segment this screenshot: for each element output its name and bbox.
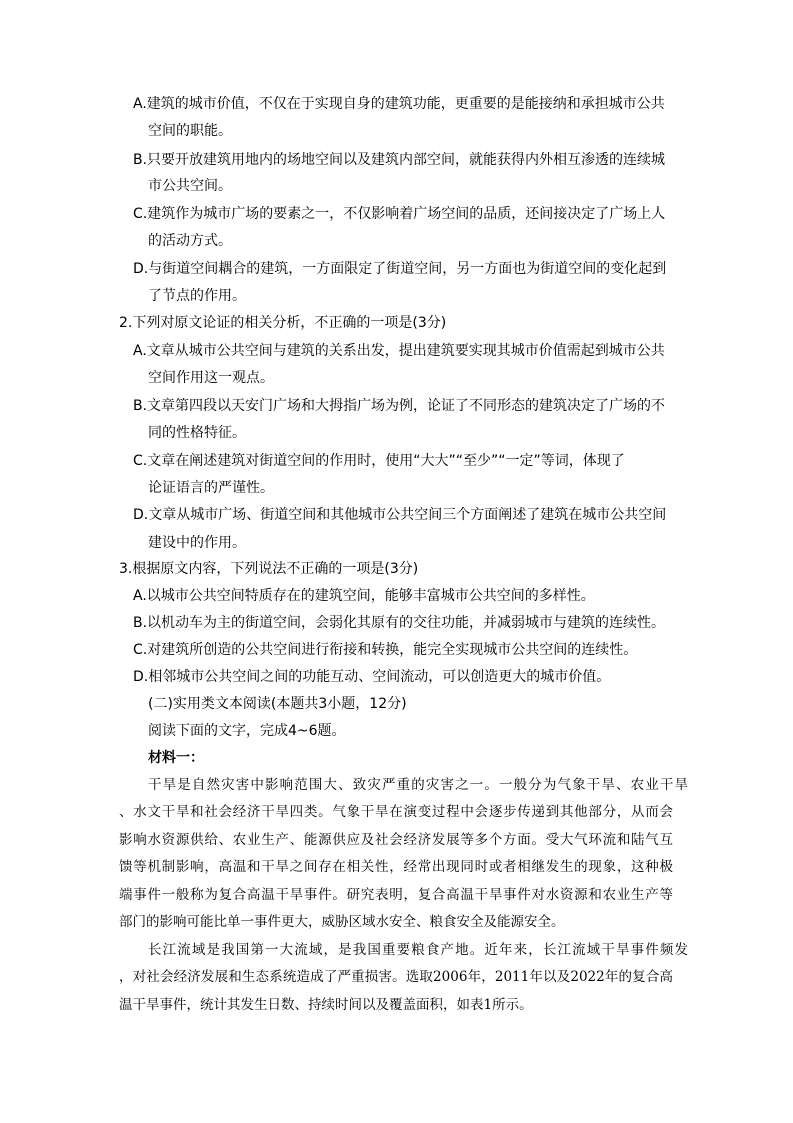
q3-option-c: C.对建筑所创造的公共空间进行衔接和转换，能完全实现城市公共空间的连续性。	[133, 642, 638, 658]
q3-option-b: B.以机动车为主的街道空间，会弱化其原有的交往功能，并减弱城市与建筑的连续性。	[133, 615, 666, 631]
para1-line6: 部门的影响可能比单一事件更大，威胁区域水安全、粮食安全及能源安全。	[119, 914, 565, 930]
para1-line3: 影响水资源供给、农业生产、能源供应及社会经济发展等多个方面。受大气环流和陆气互	[119, 832, 673, 848]
q1-option-b-line2: 市公共空间。	[148, 178, 232, 194]
section-instruction: 阅读下面的文字，完成4~6题。	[148, 723, 346, 739]
material-label: 材料一：	[148, 750, 204, 766]
q1-option-a-line2: 空间的职能。	[148, 123, 232, 139]
q3-option-d: D.相邻城市公共空间之间的功能互动、空间流动，可以创造更大的城市价值。	[133, 669, 611, 685]
q2-option-c-line1: C.文章在阐述建筑对街道空间的作用时，使用“大大”“至少”“一定”等词，体现了	[133, 453, 625, 469]
q2-stem: 2.下列对原文论证的相关分析，不正确的一项是(3分)	[119, 315, 447, 331]
section-heading: (二)实用类文本阅读(本题共3小题，12分)	[148, 696, 407, 712]
para2-line2: ，对社会经济发展和生态系统造成了严重损害。选取2006年，2011年以及2022年的复合高	[119, 969, 673, 985]
q3-stem: 3.根据原文内容，下列说法不正确的一项是(3分)	[119, 561, 419, 577]
q1-option-d-line1: D.与街道空间耦合的建筑，一方面限定了街道空间，另一方面也为街道空间的变化起到	[133, 261, 667, 277]
q2-option-d-line1: D.文章从城市广场、街道空间和其他城市公共空间三个方面阐述了建筑在城市公共空间	[133, 507, 667, 523]
q1-option-c-line2: 的活动方式。	[148, 233, 232, 249]
para2-line3: 温干旱事件，统计其发生日数、持续时间以及覆盖面积，如表1所示。	[119, 997, 533, 1013]
para1-line5: 端事件一般称为复合高温干旱事件。研究表明，复合高温干旱事件对水资源和农业生产等	[119, 887, 673, 903]
para2-line1: 长江流域是我国第一大流域，是我国重要粮食产地。近年来，长江流域干旱事件频发	[148, 942, 688, 958]
q1-option-b-line1: B.只要开放建筑用地内的场地空间以及建筑内部空间，就能获得内外相互渗透的连续城	[133, 152, 666, 168]
q2-option-b-line1: B.文章第四段以天安门广场和大拇指广场为例，论证了不同形态的建筑决定了广场的不	[133, 398, 666, 414]
q2-option-d-line2: 建设中的作用。	[148, 535, 246, 551]
para1-line2: 、水文干旱和社会经济干旱四类。气象干旱在演变过程中会逐步传递到其他部分，从而会	[119, 804, 673, 820]
q2-option-b-line2: 同的性格特征。	[148, 425, 246, 441]
para1-line4: 馈等机制影响，高温和干旱之间存在相关性，经常出现同时或者相继发生的现象，这种极	[119, 859, 673, 875]
q2-option-a-line2: 空间作用这一观点。	[148, 370, 274, 386]
q2-option-c-line2: 论证语言的严谨性。	[148, 480, 274, 496]
q1-option-a-line1: A.建筑的城市价值，不仅在于实现自身的建筑功能，更重要的是能接纳和承担城市公共	[133, 96, 665, 112]
q1-option-d-line2: 了节点的作用。	[148, 288, 246, 304]
q2-option-a-line1: A.文章从城市公共空间与建筑的关系出发，提出建筑要实现其城市价值需起到城市公共	[133, 343, 665, 359]
q1-option-c-line1: C.建筑作为城市广场的要素之一，不仅影响着广场空间的品质，还间接决定了广场上人	[133, 206, 666, 222]
q3-option-a: A.以城市公共空间特质存在的建筑空间，能够丰富城市公共空间的多样性。	[133, 588, 595, 604]
para1-line1: 干旱是自然灾害中影响范围大、致灾严重的灾害之一。一般分为气象干旱、农业干旱	[148, 777, 688, 793]
